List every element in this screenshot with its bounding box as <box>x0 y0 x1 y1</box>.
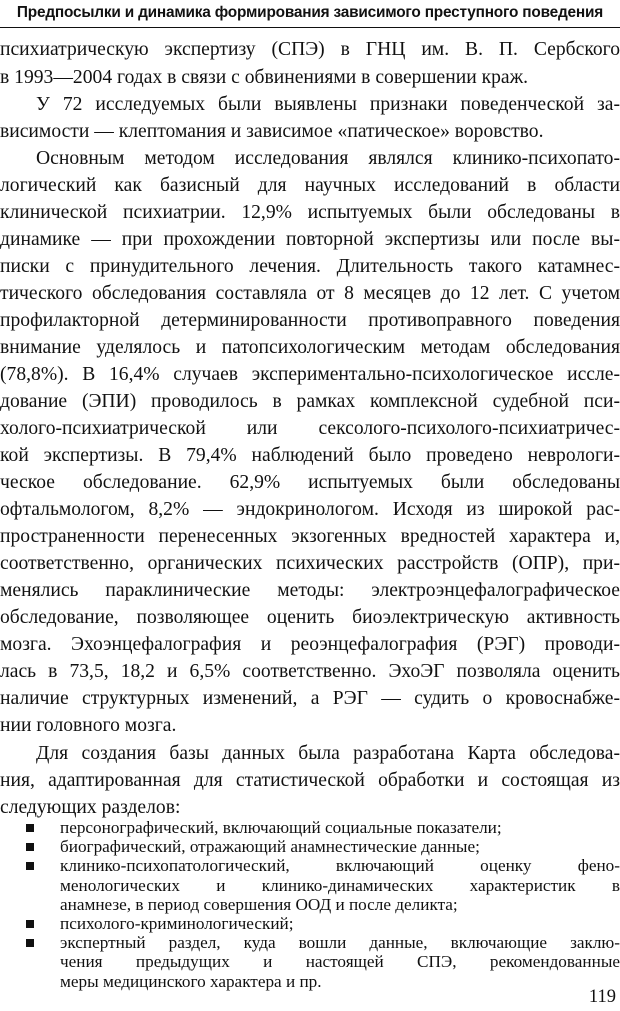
text-line: офтальмологом, 8,2% — эндокринологом. Исходя из широкой рас- <box>0 499 620 520</box>
text-line: ческое обследование. 62,9% испытуемых были обследованы <box>0 472 620 493</box>
text-line: динамике — при прохождении повторной экспертизы или после вы- <box>0 229 620 250</box>
header-rule <box>0 27 620 28</box>
text-line: лась в 73,5, 18,2 и 6,5% соответственно. ЭхоЭГ позволяла оценить <box>0 661 620 682</box>
text-line: (78,8%). В 16,4% случаев экспериментально-психологическое иссле- <box>0 364 620 385</box>
text-line: в 1993—2004 годах в связи с обвинениями в совершении краж. <box>0 67 529 88</box>
text-line: пространенности перенесенных экзогенных вредностей характера и, <box>0 526 620 547</box>
text-line: холого-психиатрической или сексолого-психолого-психиатричес- <box>0 418 620 439</box>
list-item: биографический, отражающий анамнестические данные; <box>60 837 480 857</box>
running-header: Предпосылки и динамика формирования зависимого преступного поведения <box>16 4 604 21</box>
list-bullet <box>26 843 34 851</box>
list-bullet <box>26 862 34 870</box>
text-line: внимание уделялось и патопсихологическим методам обследования <box>0 337 620 358</box>
text-line: нии головного мозга. <box>0 715 177 736</box>
text-line: тического обследования составляла от 8 месяцев до 12 лет. С учетом <box>0 283 620 304</box>
list-bullet <box>26 939 34 947</box>
text-line: писки с принудительного лечения. Длительность такого катамнес- <box>0 256 620 277</box>
text-line: мозга. Эхоэнцефалография и реоэнцефалография (РЭГ) проводи- <box>0 634 620 655</box>
text-line: Для создания базы данных была разработана Карта обследова- <box>36 743 620 764</box>
text-line: психиатрическую экспертизу (СПЭ) в ГНЦ им. В. П. Сербского <box>0 39 620 60</box>
text-line: наличие структурных изменений, а РЭГ — судить о кровоснабже- <box>0 688 620 709</box>
text-line: клинической психиатрии. 12,9% испытуемых были обследованы в <box>0 202 620 223</box>
page-number: 119 <box>588 987 616 1007</box>
text-line: кой экспертизы. В 79,4% наблюдений было проведено неврологи- <box>0 445 620 466</box>
list-item: клинико-психопатологический, включающий оценку фено- <box>60 856 620 876</box>
text-line: Основным методом исследования являлся клинико-психопато- <box>36 148 620 169</box>
text-line: обследование, позволяющее оценить биоэлектрическую активность <box>0 607 620 628</box>
list-item: персонографический, включающий социальные показатели; <box>60 818 502 837</box>
text-line: профилакторной детерминированности противоправного поведения <box>0 310 620 331</box>
list-item: психолого-криминологический; <box>60 914 294 933</box>
list-item-continuation: анамнезе, в период совершения ООД и после деликта; <box>60 894 458 914</box>
list-bullet <box>26 824 34 832</box>
list-item: экспертный раздел, куда вошли данные, включающие заклю- <box>60 933 620 953</box>
text-line: висимости — клептомания и зависимое «патическое» воровство. <box>0 121 544 142</box>
text-line: следующих разделов: <box>0 797 181 818</box>
list-item-continuation: меры медицинского характера и пр. <box>60 971 322 991</box>
text-line: менялись параклинические методы: электроэнцефалографическое <box>0 580 620 601</box>
list-item-continuation: чения предыдущих и настоящей СПЭ, рекомендованные <box>60 952 620 972</box>
text-line: соответственно, органических психических расстройств (ОПР), при- <box>0 553 620 574</box>
text-line: У 72 исследуемых были выявлены признаки поведенческой за- <box>36 94 620 115</box>
list-bullet <box>26 920 34 928</box>
text-line: дование (ЭПИ) проводилось в рамках комплексной судебной пси- <box>0 391 620 412</box>
text-line: логический как базисный для научных исследований в области <box>0 175 620 196</box>
text-line: ния, адаптированная для статистической обработки и состоящая из <box>0 770 620 791</box>
list-item-continuation: менологических и клинико-динамических характеристик в <box>60 875 620 895</box>
